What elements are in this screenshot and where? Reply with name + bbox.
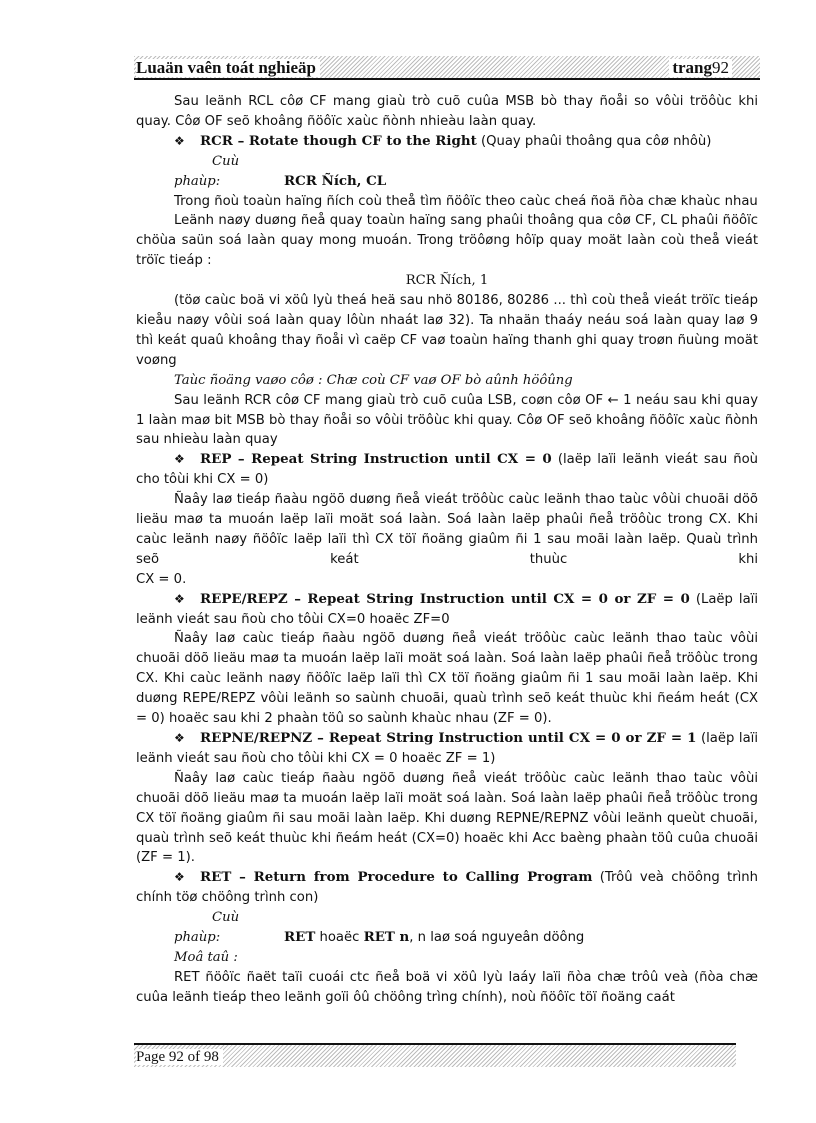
diamond-bullet-icon: ❖	[174, 452, 185, 467]
instruction-title: RET – Return from Procedure to Calling Program	[200, 869, 593, 886]
paragraph: (töø caùc boä vi xöû lyù theá heä sau nhö 80186, 80286 ... thì coù theå vieát tröïc tieáp kieåu naøy vôùi soá laàn quay lôùn nhaát laø 32). Ta nhaän thaáy neáu soá laàn quay laø 9 thì keát quaû khoâng thay ñoåi vì caëp CF vaø toaùn haïng thanh ghi quay troøn ñuùng moät voøng	[136, 293, 758, 368]
page-footer	[134, 1043, 736, 1067]
paragraph: RET ñöôïc ñaët taïi cuoái ctc ñeå boä vi xöû lyù laáy laïi ñòa chæ trôû veà (ñòa chæ cuûa leänh tieáp theo leänh goïi ôû chöông trìng chính), noù ñöôïc töï ñoäng caát	[136, 969, 758, 1005]
paragraph: Ñaây laø tieáp ñaàu ngöõ duøng ñeå vieát tröôùc caùc leänh thao taùc vôùi chuoãi döõ lieäu maø ta muoán laëp laïi moät soá laàn. Soá laàn laëp phaûi ñeå tröôùc trong CX. Khi caùc leänh naøy ñöôïc laëp laïi thì CX töï ñoäng giaûm ñi 1 sau moãi laàn laëp. Quaù trình seõ keát thuùc khi	[136, 492, 758, 567]
paragraph: Trong ñoù toaùn haïng ñích coù theå tìm ñöôïc theo caùc cheá ñoä ñòa chæ khaùc nhau	[174, 193, 758, 209]
syntax-line	[136, 908, 758, 948]
header-page-word: trang	[672, 58, 712, 77]
syntax-line	[136, 152, 758, 192]
paragraph: Sau leänh RCR côø CF mang giaù trò cuõ cuûa LSB, coøn côø OF ← 1 neáu sau khi quay 1 laàn maø bit MSB bò thay ñoåi so vôùi tröôùc khi quay. Côø OF seõ khoâng ñöôïc xaùc ñònh sau nhieàu laàn quay	[136, 392, 758, 448]
diamond-bullet-icon: ❖	[174, 133, 185, 148]
paragraph-continuation: CX = 0.	[136, 571, 187, 587]
header-page-num: 92	[712, 58, 729, 77]
page-header	[134, 56, 760, 80]
instruction-ret	[136, 868, 758, 908]
code-line	[136, 271, 758, 291]
code-text: RCR Ñích, 1	[405, 273, 489, 289]
diamond-bullet-icon: ❖	[174, 591, 185, 606]
instruction-repne	[136, 729, 758, 769]
paragraph: Leänh naøy duøng ñeå quay toaùn haïng sang phaûi thoâng qua côø CF, CL phaûi ñöôïc chöùa saün soá laàn quay mong muoán. Trong tröôøng hôïp quay moät laàn coù theå vieát tröïc tieáp :	[136, 213, 758, 269]
diamond-bullet-icon: ❖	[174, 731, 185, 745]
instruction-desc: (laëp laïi leänh vieát sau ñoù cho tôùi khi CX = 0 hoaëc ZF = 1)	[136, 731, 758, 766]
syntax-value: RET n	[363, 929, 410, 946]
instruction-rep	[136, 450, 758, 490]
syntax-connector: hoaëc	[315, 930, 364, 946]
instruction-title: REPNE/REPNZ – Repeat String Instruction until CX = 0 or ZF = 1	[200, 730, 697, 746]
footer-hatch-band	[134, 1045, 736, 1067]
header-title: Luaän vaên toát nghieäp	[136, 59, 320, 77]
syntax-label: Cuù phaùp:	[174, 910, 240, 946]
instruction-desc: (Quay phaûi thoâng qua côø nhôù)	[476, 133, 712, 149]
footer-page-label: Page 92 of 98	[136, 1049, 223, 1065]
flags-note: Taùc ñoäng vaøo côø : Chæ coù CF vaø OF bò aûnh höôûng	[174, 372, 573, 388]
paragraph: Sau leänh RCL côø CF mang giaù trò cuõ cuûa MSB bò thay ñoåi so vôùi tröôùc khi quay. Côø OF seõ khoâng ñöôïc xaùc ñònh nhieàu laàn quay.	[136, 94, 758, 129]
diamond-bullet-icon: ❖	[174, 870, 185, 885]
description-label: Moâ taû :	[174, 949, 238, 965]
header-page-number	[669, 59, 732, 77]
instruction-desc: (Laëp laïi leänh vieát sau ñoù cho tôùi CX=0 hoaëc ZF=0	[136, 591, 759, 627]
instruction-desc: (laëp laïi leänh vieát sau ñoù cho tôùi khi CX = 0)	[136, 452, 759, 488]
instruction-title: REP – Repeat String Instruction until CX = 0	[200, 451, 552, 468]
instruction-title: REPE/REPZ – Repeat String Instruction until CX = 0 or ZF = 0	[200, 590, 690, 607]
syntax-value: RET	[284, 929, 316, 946]
syntax-value: RCR Ñích, CL	[284, 172, 387, 189]
paragraph: Ñaây laø caùc tieáp ñaàu ngöõ duøng ñeå vieát tröôùc caùc leänh thao taùc vôùi chuoãi döõ lieäu maø ta muoán laëp laïi moät soá laàn. Soá laàn laëp phaûi ñeå tröôùc trong CX. Khi caùc leänh naøy ñöôïc laëp laïi thì CX töï ñoäng giaûm ñi 1 sau moãi laàn laëp. Khi duøng REPE/REPZ vôùi leänh so saùnh chuoãi, quaù trình seõ keát thuùc khi ñeám heát (CX = 0) hoaëc sau khi 2 phaàn töû so saùnh khaùc nhau (ZF = 0).	[136, 631, 758, 727]
header-rule	[134, 78, 760, 80]
instruction-desc: (Trôû veà chöông trình chính töø chöông trình con)	[136, 870, 758, 906]
instruction-repe	[136, 590, 758, 630]
instruction-title: RCR – Rotate though CF to the Right	[200, 132, 477, 149]
document-body	[136, 92, 758, 1008]
instruction-rcr	[136, 132, 758, 152]
paragraph: Ñaây laø caùc tieáp ñaàu ngöõ duøng ñeå vieát tröôùc caùc leänh thao taùc vôùi chuoãi döõ lieäu maø ta muoán laëp laïi moät soá laàn. Soá laàn laëp phaûi ñeå tröôùc trong CX töï ñoäng giaûm ñi sau moãi laàn laëp. Khi duøng REPNE/REPNZ vôùi leänh queùt chuoãi, quaù trình seõ keát thuùc khi ñeám heát (CX=0) hoaëc khi Acc baèng phaàn töû cuûa chuoãi (ZF = 1).	[136, 770, 758, 866]
syntax-tail: , n laø soá nguyeân döông	[409, 930, 585, 946]
syntax-label: Cuù phaùp:	[174, 153, 240, 189]
